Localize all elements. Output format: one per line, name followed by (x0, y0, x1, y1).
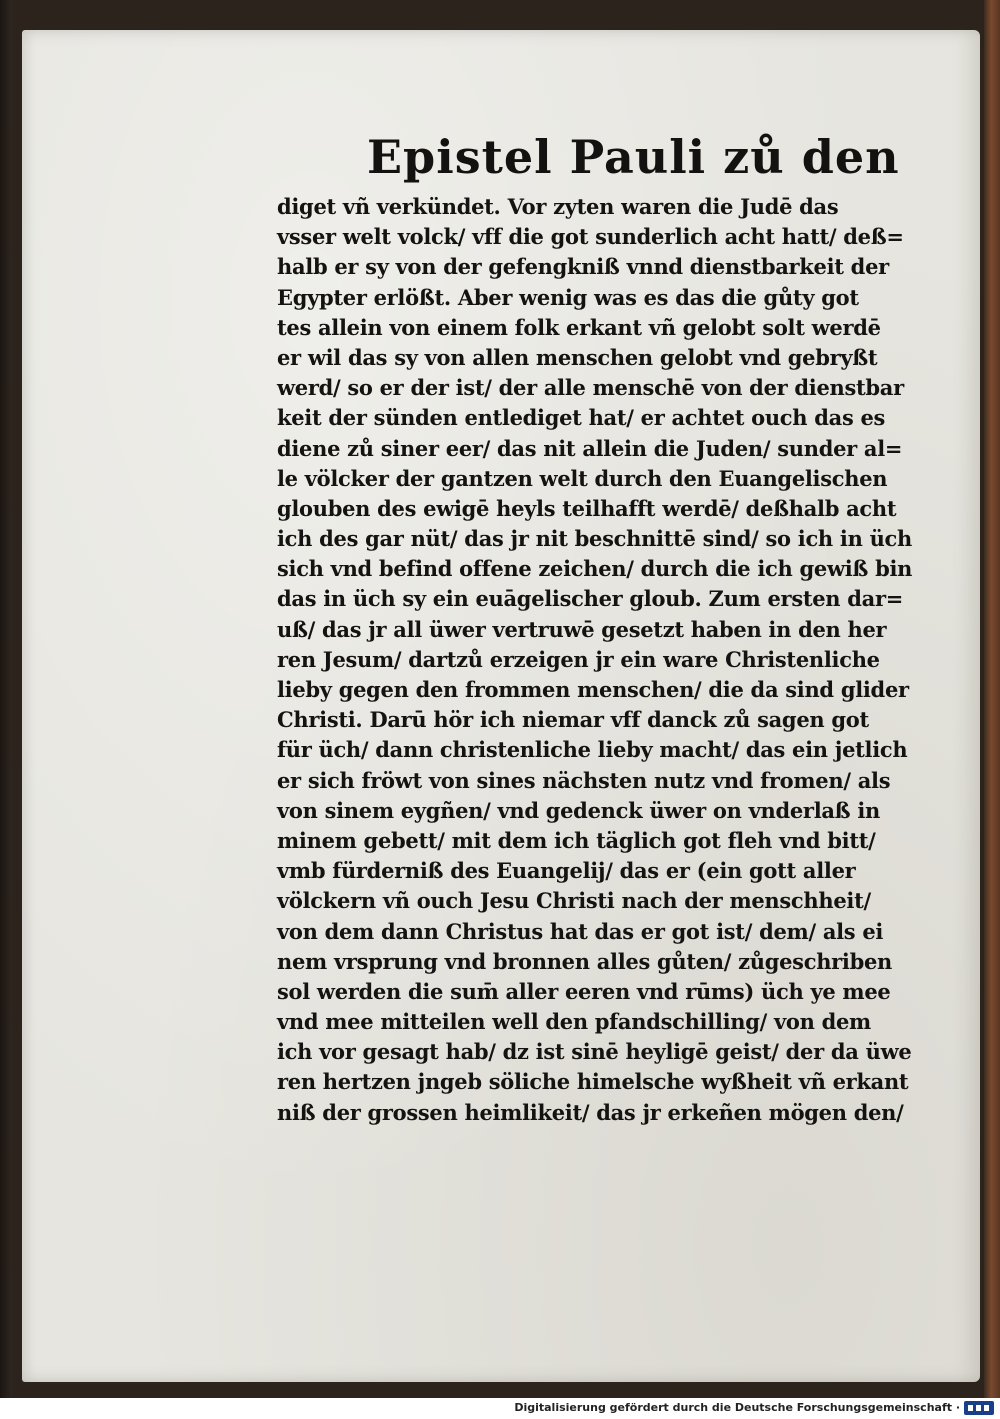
text-line: ren hertzen jngeb söliche himelsche wyßheit vñ erkant (277, 1069, 909, 1095)
book-edge-right (984, 0, 1000, 1398)
footer-bar (0, 1398, 1000, 1419)
text-line: keit der sünden entlediget hat/ er achtet ouch das es (277, 405, 886, 431)
text-line: minem gebett/ mit dem ich täglich got fleh vnd bitt/ (277, 827, 876, 853)
text-line: für üch/ dann christenliche lieby macht/ das ein jetlich (277, 737, 908, 763)
text-line: tes allein von einem folk erkant vñ gelobt solt werdē (277, 314, 881, 340)
text-line: vsser welt volck/ vff die got sunderlich acht hatt/ deß= (277, 224, 904, 250)
text-line: ich vor gesagt hab/ dz ist sinē heyligē geist/ der da üwe (277, 1039, 912, 1065)
footer-credit: Digitalisierung gefördert durch die Deutsche Forschungsgemeinschaft · (514, 1401, 960, 1414)
text-line: sol werden die sum̄ aller eeren vnd rūms) üch ye mee (277, 978, 891, 1004)
text-line: Christi. Darū hör ich niemar vff danck zů sagen got (277, 707, 869, 733)
book-edge-left (0, 0, 12, 1398)
text-line: glouben des ewigē heyls teilhafft werdē/ deßhalb acht (277, 495, 897, 521)
book-page (22, 30, 980, 1382)
text-line: uß/ das jr all üwer vertruwē gesetzt haben in den her (277, 616, 887, 642)
text-line: lieby gegen den frommen menschen/ die da sind glider (277, 677, 909, 702)
text-line: vnd mee mitteilen well den pfandschilling/ von dem (277, 1009, 871, 1035)
text-line: das in üch sy ein euāgelischer gloub. Zum ersten dar= (277, 586, 904, 612)
text-line: ren Jesum/ dartzů erzeigen jr ein ware Christenliche (277, 646, 880, 672)
body-text (277, 192, 937, 1128)
text-line: niß der grossen heimlikeit/ das jr erkeñen mögen den/ (277, 1099, 904, 1125)
text-line: er wil das sy von allen menschen gelobt vnd gebryßt (277, 344, 878, 370)
text-line: nem vrsprung vnd bronnen alles gůten/ zůgeschriben (277, 948, 893, 974)
text-line: ich des gar nüt/ das jr nit beschnittē sind/ so ich in üch (277, 526, 912, 552)
text-line: diget vñ verkündet. Vor zyten waren die Judē das (277, 194, 839, 219)
text-line: le völcker der gantzen welt durch den Euangelischen (277, 465, 888, 491)
text-line: diene zů siner eer/ das nit allein die Juden/ sunder al= (277, 435, 903, 461)
text-line: von sinem eygñen/ vnd gedenck üwer on vnderlaß in (277, 797, 880, 823)
text-line: vmb fürderniß des Euangelij/ das er (ein gott aller (277, 858, 856, 884)
running-head: Epistel Pauli zů den (367, 130, 900, 184)
text-line: von dem dann Christus hat das er got ist/ dem/ als ei (277, 918, 884, 944)
text-line: halb er sy von der gefengkniß vnnd dienstbarkeit der (277, 254, 889, 280)
text-line: werd/ so er der ist/ der alle menschē von der dienstbar (277, 375, 904, 401)
dfg-logo-icon (964, 1401, 994, 1415)
text-line: Egypter erlößt. Aber wenig was es das die gůty got (277, 284, 859, 310)
text-line: sich vnd befind offene zeichen/ durch die ich gewiß bin (277, 556, 913, 582)
text-line: völckern vñ ouch Jesu Christi nach der menschheit/ (277, 888, 871, 914)
text-line: er sich fröwt von sines nächsten nutz vnd fromen/ als (277, 767, 891, 793)
